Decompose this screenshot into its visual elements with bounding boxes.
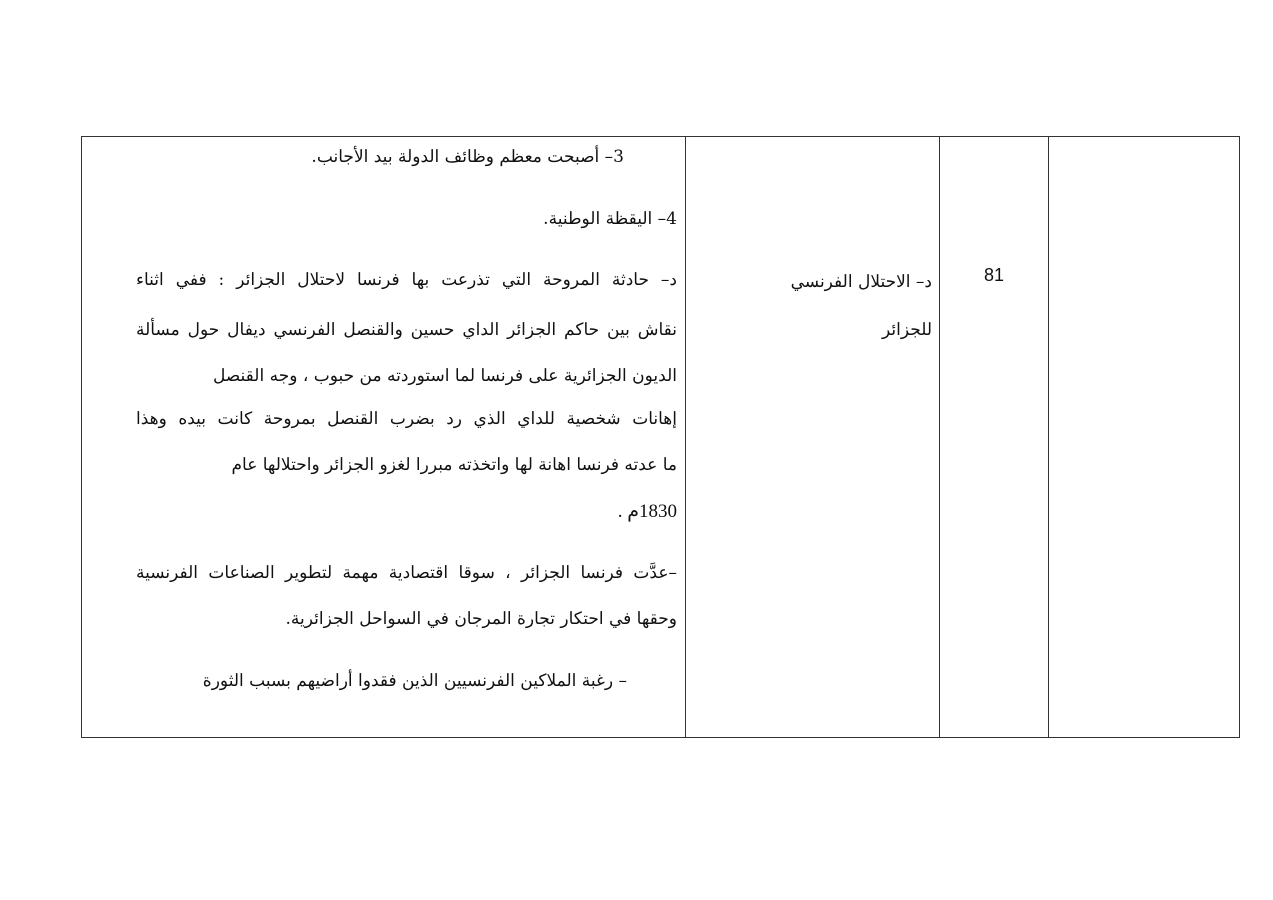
content-cell xyxy=(82,137,686,738)
paragraph-line: ما عدته فرنسا اهانة لها واتخذته مبررا لغزو الجزائر واحتلالها عام xyxy=(231,455,677,475)
paragraph-line: – رغبة الملاكين الفرنسيين الذين فقدوا أراضيهم بسبب الثورة xyxy=(202,671,627,691)
paragraph-line: نقاش بين حاكم الجزائر الداي حسين والقنصل الفرنسي ديفال حول مسألة xyxy=(136,320,677,340)
paragraph-line: وحقها في احتكار تجارة المرجان في السواحل الجزائرية. xyxy=(285,609,677,629)
empty-cell xyxy=(1049,137,1240,738)
topic-line: للجزائر xyxy=(882,320,932,340)
paragraph-line: الديون الجزائرية على فرنسا لما استوردته من حبوب ، وجه القنصل xyxy=(212,366,677,386)
paragraph-line: 1830م . xyxy=(617,501,677,522)
point-4-text: 4– اليقظة الوطنية. xyxy=(543,209,677,229)
paragraph-line: –عدَّت فرنسا الجزائر ، سوقا اقتصادية مهمة لتطوير الصناعات الفرنسية xyxy=(136,563,677,583)
point-3-text: 3– أصبحت معظم وظائف الدولة بيد الأجانب. xyxy=(311,147,624,167)
page-number-cell xyxy=(940,137,1049,738)
topic-line: د– الاحتلال الفرنسي xyxy=(790,272,932,292)
table-row xyxy=(82,137,1240,738)
paragraph-line: إهانات شخصية للداي الذي رد بضرب القنصل بمروحة كانت بيده وهذا xyxy=(136,409,677,429)
page-number: 81 xyxy=(983,265,1005,285)
lesson-table xyxy=(81,136,1240,738)
paragraph-line: د– حادثة المروحة التي تذرعت بها فرنسا لاحتلال الجزائر : ففي اثناء xyxy=(136,270,677,290)
topic-cell xyxy=(686,137,940,738)
